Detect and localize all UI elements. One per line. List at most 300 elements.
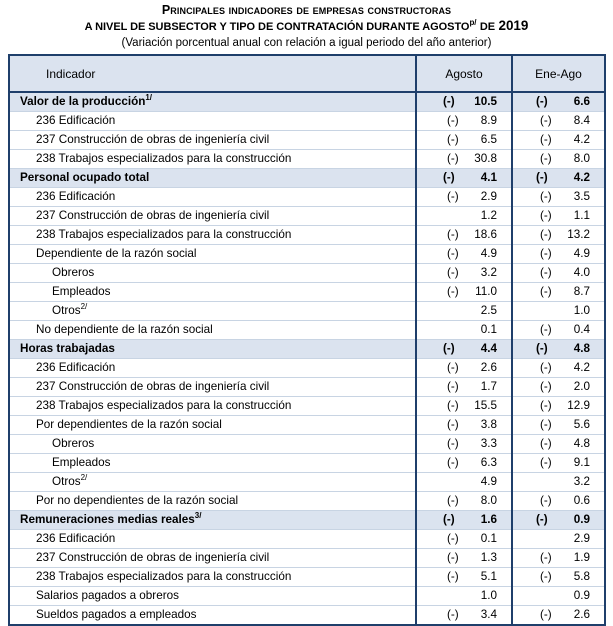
value-ene-ago <box>512 169 605 188</box>
table-body <box>9 92 605 625</box>
table-row <box>9 492 605 511</box>
value-number: 2.6 <box>573 608 590 621</box>
row-label <box>9 245 416 264</box>
table-row <box>9 454 605 473</box>
value-ene-ago <box>512 302 605 321</box>
negative-sign: (-) <box>540 209 552 222</box>
negative-sign: (-) <box>536 513 548 526</box>
row-label <box>9 112 416 131</box>
value-box <box>513 283 590 301</box>
value-number: 1.7 <box>480 380 497 393</box>
value-ene-ago <box>512 549 605 568</box>
row-label <box>9 150 416 169</box>
row-label-text: Sueldos pagados a empleados <box>36 608 197 621</box>
value-number: 10.5 <box>474 95 497 108</box>
page-title: Principales indicadores de empresas constructoras <box>161 3 452 17</box>
row-label-text: 236 Edificación <box>36 361 116 374</box>
value-ene-ago <box>512 435 605 454</box>
value-number: 8.9 <box>480 114 497 127</box>
value-ene-ago <box>512 416 605 435</box>
table-row <box>9 112 605 131</box>
table-row <box>9 92 605 112</box>
row-label <box>9 359 416 378</box>
value-number: 0.9 <box>573 589 590 602</box>
value-agosto <box>416 92 512 112</box>
negative-sign: (-) <box>447 418 459 431</box>
value-box <box>513 302 590 320</box>
header-indicator: Indicador <box>9 55 416 92</box>
value-number: 30.8 <box>474 152 497 165</box>
value-agosto <box>416 435 512 454</box>
row-label <box>9 454 416 473</box>
negative-sign: (-) <box>447 437 459 450</box>
value-number: 4.0 <box>573 266 590 279</box>
value-box <box>513 264 590 282</box>
footnote-marker: 2/ <box>80 302 88 312</box>
value-box <box>417 511 497 529</box>
value-number: 4.2 <box>573 171 590 184</box>
table-row <box>9 207 605 226</box>
table-row <box>9 150 605 169</box>
table-row <box>9 169 605 188</box>
value-agosto <box>416 587 512 606</box>
value-agosto <box>416 188 512 207</box>
value-agosto <box>416 226 512 245</box>
row-label-text: 238 Trabajos especializados para la construcción <box>36 152 292 165</box>
negative-sign: (-) <box>536 342 548 355</box>
value-ene-ago <box>512 340 605 359</box>
value-ene-ago <box>512 150 605 169</box>
value-number: 5.8 <box>573 570 590 583</box>
value-box <box>417 492 497 510</box>
row-label-text: Empleados <box>52 456 111 469</box>
value-box <box>513 226 590 244</box>
negative-sign: (-) <box>447 361 459 374</box>
value-box <box>417 169 497 187</box>
negative-sign: (-) <box>540 494 552 507</box>
subtitle-year: 2019 <box>498 18 529 33</box>
value-box <box>513 207 590 225</box>
negative-sign: (-) <box>540 152 552 165</box>
value-number: 4.4 <box>480 342 497 355</box>
value-ene-ago <box>512 321 605 340</box>
table-row <box>9 435 605 454</box>
row-label-section <box>9 92 416 112</box>
value-ene-ago <box>512 112 605 131</box>
value-number: 3.2 <box>480 266 497 279</box>
value-number: 4.2 <box>573 361 590 374</box>
value-agosto <box>416 321 512 340</box>
row-label <box>9 606 416 626</box>
value-box <box>513 549 590 567</box>
value-number: 2.0 <box>573 380 590 393</box>
table-row <box>9 131 605 150</box>
row-label-text: Por dependientes de la razón social <box>36 418 222 431</box>
value-ene-ago <box>512 264 605 283</box>
row-label <box>9 283 416 302</box>
value-box <box>513 93 590 111</box>
value-agosto <box>416 492 512 511</box>
value-number: 12.9 <box>567 399 590 412</box>
value-agosto <box>416 340 512 359</box>
value-agosto <box>416 606 512 626</box>
value-number: 0.4 <box>573 323 590 336</box>
negative-sign: (-) <box>447 570 459 583</box>
row-label <box>9 473 416 492</box>
row-label <box>9 416 416 435</box>
value-number: 9.1 <box>573 456 590 469</box>
value-number: 1.6 <box>480 513 497 526</box>
negative-sign: (-) <box>540 418 552 431</box>
value-agosto <box>416 131 512 150</box>
value-box <box>513 568 590 586</box>
value-agosto <box>416 568 512 587</box>
value-number: 4.9 <box>480 475 497 488</box>
variation-note: (Variación porcentual anual con relación a igual periodo del año anterior) <box>121 37 492 49</box>
table-row <box>9 473 605 492</box>
value-number: 6.3 <box>480 456 497 469</box>
negative-sign: (-) <box>447 114 459 127</box>
table-row <box>9 568 605 587</box>
value-box <box>417 359 497 377</box>
negative-sign: (-) <box>447 532 459 545</box>
row-label-text: Horas trabajadas <box>20 342 115 355</box>
negative-sign: (-) <box>540 380 552 393</box>
value-box <box>513 397 590 415</box>
value-number: 4.1 <box>480 171 497 184</box>
row-label-text: 237 Construcción de obras de ingeniería civil <box>36 551 270 564</box>
negative-sign: (-) <box>447 247 459 260</box>
negative-sign: (-) <box>447 456 459 469</box>
row-label-text: 238 Trabajos especializados para la construcción <box>36 570 292 583</box>
value-number: 8.4 <box>573 114 590 127</box>
value-number: 18.6 <box>474 228 497 241</box>
value-agosto <box>416 530 512 549</box>
value-agosto <box>416 245 512 264</box>
value-number: 1.1 <box>573 209 590 222</box>
value-number: 6.6 <box>573 95 590 108</box>
value-ene-ago <box>512 131 605 150</box>
value-box <box>513 492 590 510</box>
value-number: 11.0 <box>475 285 497 298</box>
value-box <box>513 416 590 434</box>
row-label <box>9 587 416 606</box>
table-container <box>8 54 604 626</box>
table-row <box>9 549 605 568</box>
value-ene-ago <box>512 283 605 302</box>
value-number: 4.9 <box>480 247 497 260</box>
value-ene-ago <box>512 530 605 549</box>
negative-sign: (-) <box>540 247 552 260</box>
row-label <box>9 321 416 340</box>
value-number: 3.8 <box>480 418 497 431</box>
value-number: 1.9 <box>573 551 590 564</box>
value-box <box>417 378 497 396</box>
value-box <box>417 283 497 301</box>
value-number: 1.0 <box>573 304 590 317</box>
value-number: 4.9 <box>573 247 590 260</box>
value-box <box>417 150 497 168</box>
value-ene-ago <box>512 454 605 473</box>
negative-sign: (-) <box>447 152 459 165</box>
row-label <box>9 188 416 207</box>
value-agosto <box>416 416 512 435</box>
value-agosto <box>416 112 512 131</box>
value-number: 3.4 <box>480 608 497 621</box>
negative-sign: (-) <box>443 342 455 355</box>
value-number: 0.6 <box>573 494 590 507</box>
negative-sign: (-) <box>447 285 459 298</box>
value-agosto <box>416 150 512 169</box>
row-label-text: 237 Construcción de obras de ingeniería civil <box>36 133 270 146</box>
row-label-text: Remuneraciones medias reales <box>20 513 195 526</box>
table-row <box>9 321 605 340</box>
value-number: 2.6 <box>480 361 497 374</box>
table-row <box>9 264 605 283</box>
negative-sign: (-) <box>540 323 552 336</box>
value-box <box>417 264 497 282</box>
value-number: 15.5 <box>474 399 497 412</box>
table-row <box>9 511 605 530</box>
value-box <box>417 112 497 130</box>
subtitle-main-text: A NIVEL DE SUBSECTOR Y TIPO DE CONTRATACIÓN DURANTE AGOSTO <box>84 21 470 33</box>
subtitle-de-text: DE <box>479 21 496 33</box>
negative-sign: (-) <box>447 380 459 393</box>
value-agosto <box>416 473 512 492</box>
value-box <box>513 131 590 149</box>
negative-sign: (-) <box>540 399 552 412</box>
row-label-text: Por no dependientes de la razón social <box>36 494 239 507</box>
value-ene-ago <box>512 92 605 112</box>
value-number: 0.1 <box>480 532 497 545</box>
header-agosto: Agosto <box>416 55 512 92</box>
value-box <box>513 473 590 491</box>
row-label-text: 236 Edificación <box>36 190 116 203</box>
value-agosto <box>416 359 512 378</box>
value-box <box>513 435 590 453</box>
value-number: 4.8 <box>573 437 590 450</box>
value-box <box>513 587 590 605</box>
value-ene-ago <box>512 397 605 416</box>
negative-sign: (-) <box>540 551 552 564</box>
value-box <box>417 226 497 244</box>
value-box <box>513 454 590 472</box>
value-box <box>417 131 497 149</box>
table-header <box>9 55 605 92</box>
value-box <box>513 359 590 377</box>
value-agosto <box>416 511 512 530</box>
row-label <box>9 378 416 397</box>
row-label <box>9 435 416 454</box>
row-label-text: Otros <box>52 475 81 488</box>
table-row <box>9 587 605 606</box>
row-label-text: Salarios pagados a obreros <box>36 589 179 602</box>
value-box <box>513 169 590 187</box>
value-number: 0.1 <box>480 323 497 336</box>
footnote-marker: 1/ <box>145 93 153 103</box>
value-agosto <box>416 207 512 226</box>
value-box <box>417 568 497 586</box>
table-row <box>9 302 605 321</box>
table-row <box>9 188 605 207</box>
negative-sign: (-) <box>540 228 552 241</box>
value-ene-ago <box>512 226 605 245</box>
table-row <box>9 530 605 549</box>
value-ene-ago <box>512 188 605 207</box>
row-label-text: No dependiente de la razón social <box>36 323 213 336</box>
negative-sign: (-) <box>536 171 548 184</box>
row-label-text: Valor de la producción <box>20 95 146 108</box>
table-row <box>9 397 605 416</box>
table-row <box>9 378 605 397</box>
row-label <box>9 492 416 511</box>
row-label-text: Dependiente de la razón social <box>36 247 197 260</box>
value-agosto <box>416 283 512 302</box>
value-agosto <box>416 378 512 397</box>
negative-sign: (-) <box>540 456 552 469</box>
value-ene-ago <box>512 606 605 626</box>
indicators-table <box>8 54 606 626</box>
row-label <box>9 131 416 150</box>
value-box <box>417 606 497 624</box>
negative-sign: (-) <box>540 133 552 146</box>
value-ene-ago <box>512 245 605 264</box>
negative-sign: (-) <box>540 266 552 279</box>
row-label <box>9 549 416 568</box>
value-box <box>417 93 497 111</box>
value-ene-ago <box>512 378 605 397</box>
row-label <box>9 207 416 226</box>
row-label-section <box>9 169 416 188</box>
value-box <box>513 511 590 529</box>
value-box <box>513 606 590 624</box>
negative-sign: (-) <box>447 133 459 146</box>
value-box <box>417 397 497 415</box>
value-box <box>513 530 590 548</box>
value-number: 3.2 <box>573 475 590 488</box>
value-box <box>417 454 497 472</box>
table-row <box>9 606 605 626</box>
value-ene-ago <box>512 473 605 492</box>
value-box <box>417 435 497 453</box>
value-box <box>417 549 497 567</box>
value-box <box>417 587 497 605</box>
value-number: 1.0 <box>480 589 497 602</box>
negative-sign: (-) <box>540 114 552 127</box>
value-agosto <box>416 549 512 568</box>
row-label <box>9 264 416 283</box>
row-label-text: Otros <box>52 304 81 317</box>
value-number: 13.2 <box>567 228 590 241</box>
page-subtitle-line <box>0 18 613 35</box>
row-label <box>9 302 416 321</box>
table-row <box>9 283 605 302</box>
value-box <box>513 150 590 168</box>
row-label-text: 237 Construcción de obras de ingeniería civil <box>36 380 270 393</box>
value-ene-ago <box>512 511 605 530</box>
value-number: 2.9 <box>573 532 590 545</box>
value-box <box>513 321 590 339</box>
value-number: 2.5 <box>480 304 497 317</box>
row-label-text: 238 Trabajos especializados para la construcción <box>36 399 292 412</box>
row-label <box>9 226 416 245</box>
row-label-text: 236 Edificación <box>36 532 116 545</box>
value-number: 5.1 <box>480 570 497 583</box>
value-number: 4.2 <box>573 133 590 146</box>
value-number: 8.0 <box>573 152 590 165</box>
value-box <box>417 321 497 339</box>
negative-sign: (-) <box>540 361 552 374</box>
header-ene-ago: Ene-Ago <box>512 55 605 92</box>
footnote-marker: 2/ <box>80 473 88 483</box>
row-label-text: 237 Construcción de obras de ingeniería civil <box>36 209 270 222</box>
value-box <box>417 530 497 548</box>
negative-sign: (-) <box>443 171 455 184</box>
row-label-text: 238 Trabajos especializados para la construcción <box>36 228 292 241</box>
negative-sign: (-) <box>540 608 552 621</box>
value-box <box>417 207 497 225</box>
value-number: 6.5 <box>480 133 497 146</box>
value-box <box>417 245 497 263</box>
value-number: 1.2 <box>480 209 497 222</box>
table-row <box>9 359 605 378</box>
row-label-section <box>9 511 416 530</box>
value-box <box>417 473 497 491</box>
value-box <box>417 416 497 434</box>
row-label-text: Empleados <box>52 285 111 298</box>
negative-sign: (-) <box>540 285 552 298</box>
row-label-text: Obreros <box>52 266 95 279</box>
value-ene-ago <box>512 568 605 587</box>
value-agosto <box>416 264 512 283</box>
negative-sign: (-) <box>443 95 455 108</box>
value-number: 8.0 <box>480 494 497 507</box>
negative-sign: (-) <box>447 494 459 507</box>
negative-sign: (-) <box>447 608 459 621</box>
value-agosto <box>416 454 512 473</box>
value-ene-ago <box>512 587 605 606</box>
row-label-text: Personal ocupado total <box>20 171 150 184</box>
row-label-text: Obreros <box>52 437 95 450</box>
negative-sign: (-) <box>447 551 459 564</box>
negative-sign: (-) <box>540 570 552 583</box>
title-block <box>0 0 613 51</box>
value-box <box>417 188 497 206</box>
table-row <box>9 226 605 245</box>
value-number: 3.3 <box>480 437 497 450</box>
header-row <box>9 55 605 92</box>
value-box <box>417 340 497 358</box>
table-row <box>9 416 605 435</box>
value-box <box>417 302 497 320</box>
value-ene-ago <box>512 207 605 226</box>
negative-sign: (-) <box>443 513 455 526</box>
footnote-marker: 3/ <box>194 511 202 521</box>
value-box <box>513 188 590 206</box>
value-agosto <box>416 302 512 321</box>
value-box <box>513 112 590 130</box>
negative-sign: (-) <box>447 266 459 279</box>
negative-sign: (-) <box>447 399 459 412</box>
value-number: 8.7 <box>573 285 590 298</box>
row-label-text: 236 Edificación <box>36 114 116 127</box>
value-number: 4.8 <box>573 342 590 355</box>
value-number: 3.5 <box>573 190 590 203</box>
value-number: 5.6 <box>573 418 590 431</box>
row-label <box>9 530 416 549</box>
value-number: 0.9 <box>573 513 590 526</box>
negative-sign: (-) <box>447 190 459 203</box>
